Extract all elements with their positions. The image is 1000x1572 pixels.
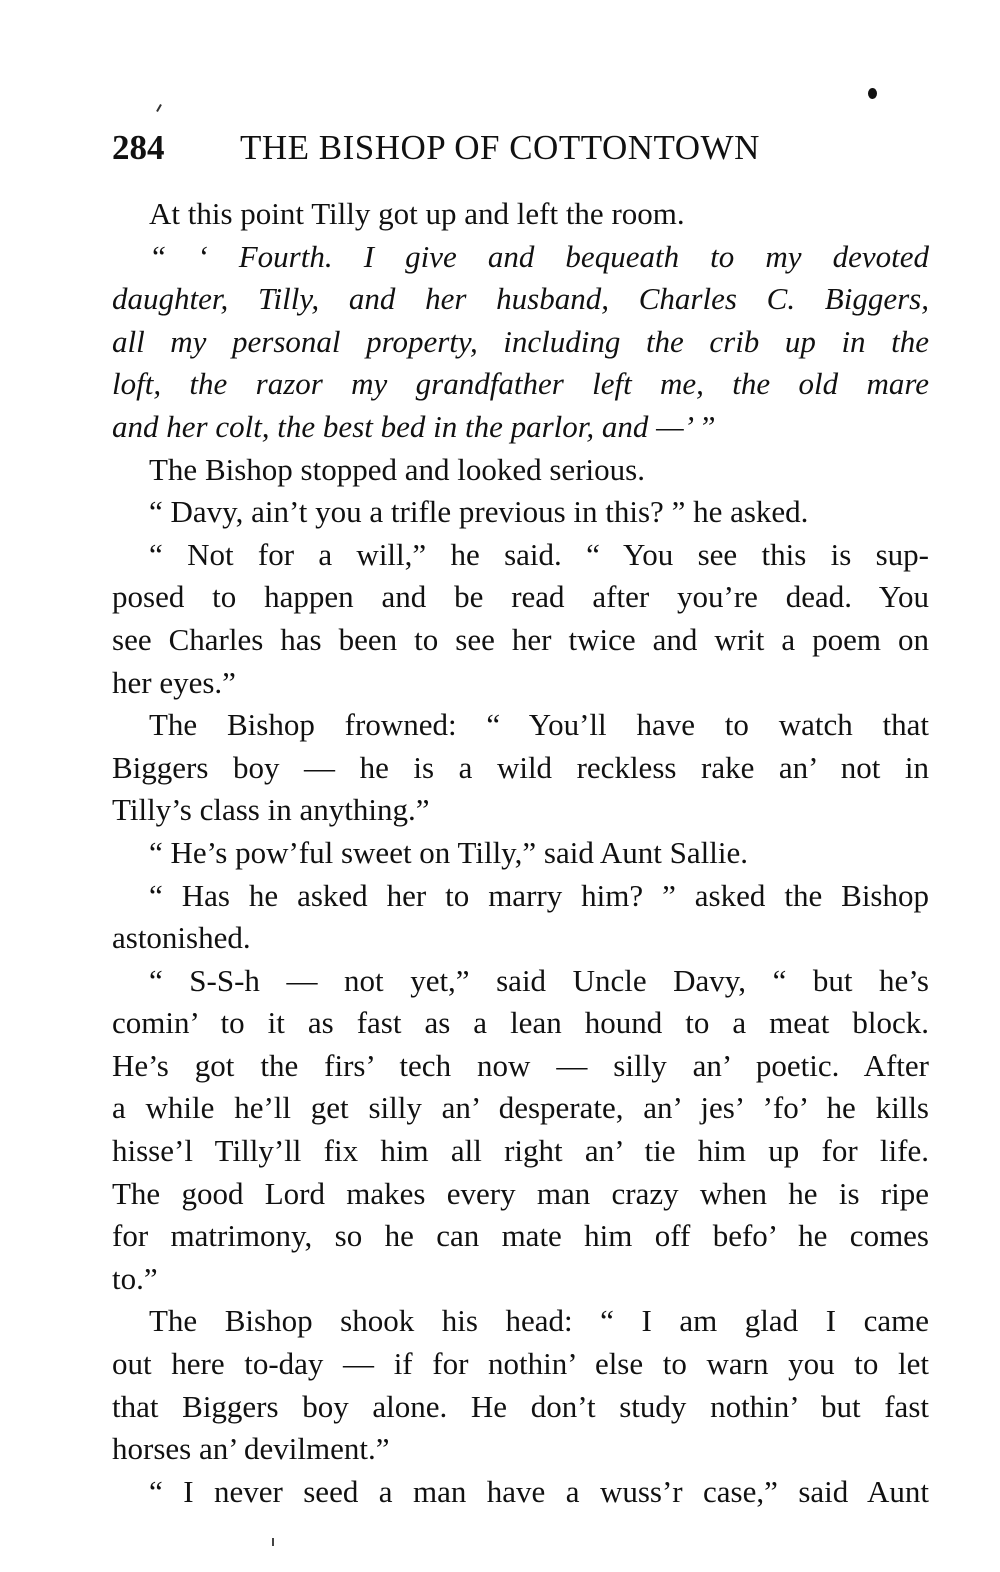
text-line: “ I never seed a man have a wuss’r case,” said Aunt	[149, 1473, 929, 1509]
text-line: horses an’ devilment.”	[112, 1431, 390, 1467]
text-line: The Bishop stopped and looked serious.	[149, 451, 645, 487]
text-line: “ He’s pow’ful sweet on Tilly,” said Aunt Sallie.	[149, 834, 749, 870]
text-line: Tilly’s class in anything.”	[112, 792, 430, 828]
text-line: “ Davy, ain’t you a trifle previous in this? ” he asked.	[149, 494, 809, 530]
text-line: At this point Tilly got up and left the room.	[149, 196, 685, 231]
running-title: THE BISHOP OF COTTONTOWN	[240, 128, 760, 167]
text-line: He’s got the firs’ tech now — silly an’ poetic. After	[112, 1047, 929, 1083]
text-line: The Bishop frowned: “ You’ll have to watch that	[149, 707, 929, 743]
text-line: to.”	[112, 1260, 158, 1296]
body-text	[112, 193, 929, 1513]
text-line: hisse’l Tilly’ll fix him all right an’ tie him up for life.	[112, 1133, 929, 1169]
print-speck-bottom	[272, 1538, 274, 1546]
text-line: out here to-day — if for nothin’ else to warn you to let	[112, 1346, 929, 1382]
text-line: a while he’ll get silly an’ desperate, an’ jes’ ’fo’ he kills	[112, 1090, 929, 1126]
text-line: “ ‘ Fourth. I give and bequeath to my devoted	[149, 238, 929, 274]
page-number: 284	[112, 128, 165, 167]
text-line: posed to happen and be read after you’re dead. You	[112, 579, 929, 615]
text-line: “ S-S-h — not yet,” said Uncle Davy, “ but he’s	[149, 962, 929, 998]
text-line: all my personal property, including the crib up in the	[112, 323, 929, 359]
ink-dot	[868, 88, 877, 99]
text-line: see Charles has been to see her twice and writ a poem on	[112, 621, 929, 657]
text-line: “ Has he asked her to marry him? ” asked the Bishop	[149, 877, 929, 913]
text-line: her eyes.”	[112, 664, 236, 700]
text-line: loft, the razor my grandfather left me, the old mare	[112, 366, 929, 402]
print-speck	[156, 104, 162, 112]
text-line: for matrimony, so he can mate him off befo’ he comes	[112, 1218, 929, 1254]
text-line: Biggers boy — he is a wild reckless rake an’ not in	[112, 749, 929, 785]
text-line: daughter, Tilly, and her husband, Charles C. Biggers,	[112, 281, 929, 317]
text-line: “ Not for a will,” he said. “ You see this is sup-	[149, 536, 929, 572]
text-line: astonished.	[112, 920, 251, 956]
text-line: comin’ to it as fast as a lean hound to a meat block.	[112, 1005, 929, 1041]
running-header	[112, 126, 932, 170]
text-line: that Biggers boy alone. He don’t study nothin’ but fast	[112, 1388, 929, 1424]
text-line: and her colt, the best bed in the parlor, and —’ ”	[112, 408, 716, 444]
text-line: The good Lord makes every man crazy when he is ripe	[112, 1175, 929, 1211]
text-line: The Bishop shook his head: “ I am glad I came	[149, 1303, 929, 1339]
